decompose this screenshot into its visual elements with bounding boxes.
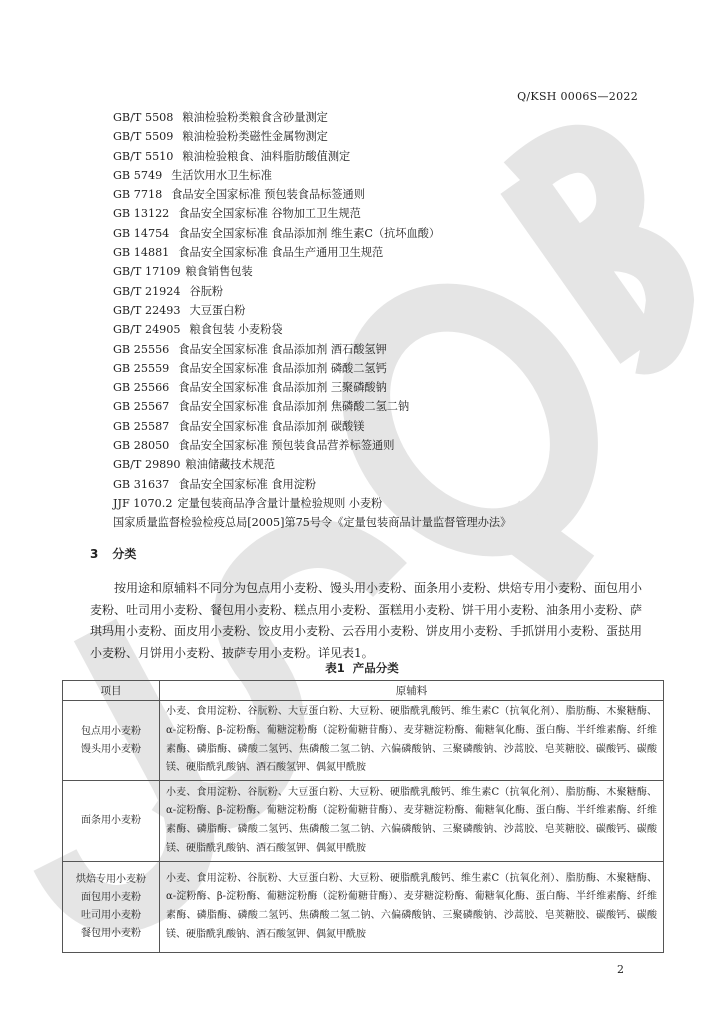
reference-title: 食品安全国家标准 预包装食品标签通则 bbox=[171, 188, 365, 202]
table-row bbox=[63, 862, 664, 953]
reference-title: 粮油检验粮食、油料脂肪酸值测定 bbox=[182, 149, 351, 163]
table-row bbox=[63, 701, 664, 781]
reference-title: 食品安全国家标准 食品添加剂 酒石酸氢钾 bbox=[178, 342, 387, 356]
reference-code: GB 25566 bbox=[113, 381, 170, 395]
reference-title: 食品安全国家标准 预包装食品营养标签通则 bbox=[178, 439, 395, 453]
table-header-row bbox=[63, 681, 664, 701]
reference-code: GB 25556 bbox=[113, 342, 170, 356]
reference-code: GB 14881 bbox=[113, 246, 170, 260]
reference-item bbox=[113, 513, 673, 532]
reference-code: GB 7718 bbox=[113, 188, 163, 202]
reference-title: 粮食包装 小麦粉袋 bbox=[189, 323, 283, 337]
materials-cell: 小麦、食用淀粉、谷朊粉、大豆蛋白粉、大豆粉、硬脂酰乳酸钙、维生素C（抗氧化剂）、脂肪酶、木聚糖酶、α-淀粉酶、β-淀粉酶、葡糖淀粉酶（淀粉葡糖苷酶）、麦芽糖淀粉酶、葡糖氧化酶、蛋白酶、半纤维素酶、纤维素酶、磷脂酶、磷酸二氢钙、焦磷酸二氢二钠、六偏磷酸钠、三聚磷酸钠、沙蒿胶、皂荚糖胶、碳酸钙、碳酸镁、硬脂酰乳酸钠、酒石酸氢钾、偶氮甲酰胺 bbox=[160, 781, 664, 862]
table-caption-label: 表1 bbox=[325, 661, 345, 675]
reference-title: 食品安全国家标准 谷物加工卫生规范 bbox=[178, 207, 361, 221]
reference-code: GB/T 5508 bbox=[113, 111, 174, 124]
reference-title: 粮油检验粉类磁性金属物测定 bbox=[182, 130, 328, 144]
reference-title: 食品安全国家标准 食品添加剂 磷酸二氢钙 bbox=[178, 361, 387, 375]
item-name: 包点用小麦粉 bbox=[81, 725, 141, 737]
header-materials: 原辅料 bbox=[160, 681, 664, 701]
reference-code: GB/T 29890 bbox=[113, 458, 181, 472]
reference-item bbox=[113, 282, 673, 301]
reference-item bbox=[113, 127, 673, 146]
item-name: 餐包用小麦粉 bbox=[81, 928, 141, 940]
reference-title: 粮食销售包装 bbox=[185, 265, 253, 279]
section-title: 分类 bbox=[112, 547, 137, 561]
item-cell bbox=[63, 701, 160, 781]
reference-code: GB/T 21924 bbox=[113, 284, 181, 298]
reference-title: 定量包装商品净含量计量检验规则 小麦粉 bbox=[177, 496, 383, 510]
reference-title: 食品安全国家标准 食品添加剂 焦磷酸二氢二钠 bbox=[178, 400, 410, 414]
reference-code: GB 13122 bbox=[113, 207, 170, 221]
reference-item bbox=[113, 108, 673, 127]
reference-item bbox=[113, 436, 673, 455]
table-row bbox=[63, 781, 664, 862]
reference-title: 食品安全国家标准 食品添加剂 维生素C（抗坏血酸） bbox=[178, 226, 441, 240]
reference-code: GB/T 5509 bbox=[113, 130, 174, 144]
reference-item bbox=[113, 417, 673, 436]
reference-item bbox=[113, 204, 673, 223]
reference-item bbox=[113, 455, 673, 474]
header-item: 项目 bbox=[63, 681, 160, 701]
item-name: 吐司用小麦粉 bbox=[81, 910, 141, 922]
table-caption bbox=[0, 660, 724, 676]
reference-item bbox=[113, 320, 673, 339]
reference-item bbox=[113, 147, 673, 166]
reference-code: GB 28050 bbox=[113, 439, 170, 453]
reference-item bbox=[113, 475, 673, 494]
reference-title: 食品安全国家标准 食用淀粉 bbox=[178, 477, 317, 491]
item-cell bbox=[63, 862, 160, 953]
table-caption-title: 产品分类 bbox=[352, 661, 399, 675]
materials-cell: 小麦、食用淀粉、谷朊粉、大豆蛋白粉、大豆粉、硬脂酰乳酸钙、维生素C（抗氧化剂）、脂肪酶、木聚糖酶、α-淀粉酶、β-淀粉酶、葡糖淀粉酶（淀粉葡糖苷酶）、麦芽糖淀粉酶、葡糖氧化酶、蛋白酶、半纤维素酶、纤维素酶、磷脂酶、磷酸二氢钙、焦磷酸二氢二钠、六偏磷酸钠、三聚磷酸钠、沙蒿胶、皂荚糖胶、碳酸钙、碳酸镁、硬脂酰乳酸钠、酒石酸氢钾、偶氮甲酰胺 bbox=[160, 701, 664, 781]
reference-title: 大豆蛋白粉 bbox=[189, 303, 246, 317]
reference-code: GB 31637 bbox=[113, 477, 170, 491]
reference-title: 食品安全国家标准 食品添加剂 三聚磷酸钠 bbox=[178, 381, 387, 395]
reference-code: GB/T 24905 bbox=[113, 323, 181, 337]
document-code: Q/KSH 0006S—2022 bbox=[517, 90, 638, 103]
reference-title: 粮油储藏技术规范 bbox=[185, 458, 276, 472]
reference-item bbox=[113, 359, 673, 378]
item-name: 烘焙专用小麦粉 bbox=[76, 874, 146, 886]
reference-code: GB/T 5510 bbox=[113, 149, 174, 163]
reference-title: 国家质量监督检验检疫总局[2005]第75号令《定量包装商品计量监督管理办法》 bbox=[113, 516, 512, 530]
classification-paragraph: 按用途和原辅料不同分为包点用小麦粉、馒头用小麦粉、面条用小麦粉、烘焙专用小麦粉、面包用小麦粉、吐司用小麦粉、餐包用小麦粉、糕点用小麦粉、蛋糕用小麦粉、饼干用小麦粉、油条用小麦粉、萨琪玛用小麦粉、面皮用小麦粉、饺皮用小麦粉、云吞用小麦粉、饼皮用小麦粉、手抓饼用小麦粉、蛋挞用小麦粉、月饼用小麦粉、披萨专用小麦粉。详见表1。 bbox=[90, 581, 643, 660]
section-heading bbox=[90, 545, 136, 562]
reference-item bbox=[113, 166, 673, 185]
product-classification-table bbox=[62, 680, 664, 953]
reference-code: GB 5749 bbox=[113, 168, 163, 182]
reference-item bbox=[113, 262, 673, 281]
reference-title: 粮油检验粉类粮食含砂量测定 bbox=[182, 111, 328, 124]
reference-code: GB 14754 bbox=[113, 226, 170, 240]
reference-code: GB 25587 bbox=[113, 419, 170, 433]
reference-title: 食品安全国家标准 食品添加剂 碳酸镁 bbox=[178, 419, 365, 433]
materials-cell: 小麦、食用淀粉、谷朊粉、大豆蛋白粉、大豆粉、硬脂酰乳酸钙、维生素C（抗氧化剂）、脂肪酶、木聚糖酶、α-淀粉酶、β-淀粉酶、葡糖淀粉酶（淀粉葡糖苷酶）、麦芽糖淀粉酶、葡糖氧化酶、蛋白酶、半纤维素酶、纤维素酶、磷脂酶、磷酸二氢钙、焦磷酸二氢二钠、六偏磷酸钠、三聚磷酸钠、沙蒿胶、皂荚糖胶、碳酸钙、碳酸镁、硬脂酰乳酸钠、酒石酸氢钾、偶氮甲酰胺 bbox=[160, 862, 664, 953]
reference-item bbox=[113, 340, 673, 359]
normative-references-list bbox=[113, 108, 673, 533]
item-name: 面条用小麦粉 bbox=[81, 815, 141, 827]
reference-code: GB 25567 bbox=[113, 400, 170, 414]
item-name: 面包用小麦粉 bbox=[81, 892, 141, 904]
reference-code: GB/T 17109 bbox=[113, 265, 181, 279]
section-number: 3 bbox=[90, 547, 99, 561]
reference-code: GB 25559 bbox=[113, 361, 170, 375]
reference-item bbox=[113, 494, 673, 513]
reference-item bbox=[113, 397, 673, 416]
reference-item bbox=[113, 185, 673, 204]
reference-title: 生活饮用水卫生标准 bbox=[171, 168, 272, 182]
page-number: 2 bbox=[617, 963, 624, 976]
reference-item bbox=[113, 224, 673, 243]
reference-title: 谷朊粉 bbox=[189, 284, 224, 298]
reference-title: 食品安全国家标准 食品生产通用卫生规范 bbox=[178, 246, 384, 260]
item-cell bbox=[63, 781, 160, 862]
item-name: 馒头用小麦粉 bbox=[81, 743, 141, 755]
reference-item bbox=[113, 378, 673, 397]
reference-item bbox=[113, 243, 673, 262]
reference-code: JJF 1070.2 bbox=[113, 496, 173, 510]
reference-item bbox=[113, 301, 673, 320]
reference-code: GB/T 22493 bbox=[113, 303, 181, 317]
